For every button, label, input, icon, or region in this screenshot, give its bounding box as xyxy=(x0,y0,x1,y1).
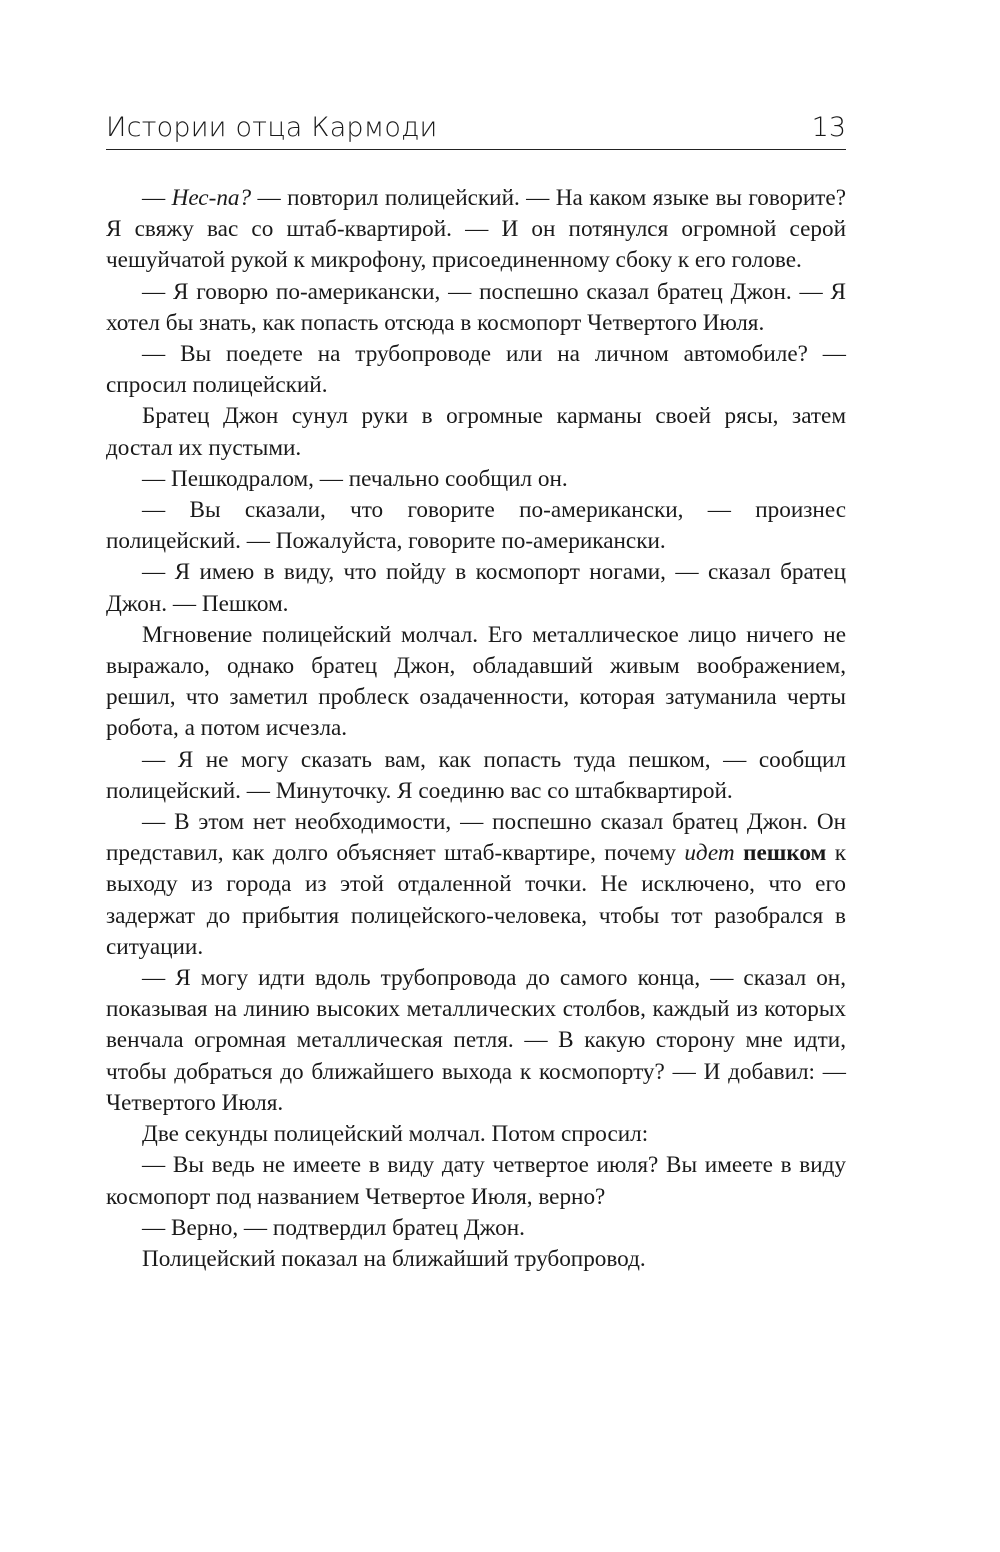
paragraph: — Вы ведь не имеете в виду дату четвертое июля? Вы имеете в виду космопорт под названием Четвертое Июля, верно? xyxy=(106,1152,846,1210)
running-title: Истории отца Кармоди xyxy=(106,112,438,143)
paragraph: Полицейский показал на ближайший трубопровод. xyxy=(142,1245,646,1272)
dash-lead: — xyxy=(142,185,172,211)
paragraph: Мгновение полицейский молчал. Его металлическое лицо ничего не выражало, однако братец Джон, обладавший живым воображением, решил, что заметил проблеск озадаченности, которая затуманила черты робота, а потом исчезла. xyxy=(106,621,846,742)
paragraph: — Пешкодралом, — печально сообщил он. xyxy=(142,465,568,492)
paragraph: — Вы поедете на трубопроводе или на личном автомобиле? — спросил полицейский. xyxy=(106,341,846,399)
paragraph: Братец Джон сунул руки в огромные карманы своей рясы, затем достал их пустыми. xyxy=(106,403,846,461)
paragraph: — Я имею в виду, что пойду в космопорт ногами, — сказал братец Джон. — Пешком. xyxy=(106,559,846,617)
paragraph-text: — повторил полицейский. — На каком языке вы говорите? Я свяжу вас со штаб-квартирой. — И он потянулся огромной серой чешуйчатой рукой к микрофону, присоединенному сбоку к его голове. xyxy=(106,185,846,274)
paragraph xyxy=(106,807,846,963)
italic-phrase: Нес-па? xyxy=(171,185,252,211)
body-text xyxy=(106,183,846,1275)
paragraph: — Вы сказали, что говорите по-американски, — произнес полицейский. — Пожалуйста, говорите по-американски. xyxy=(106,497,846,555)
paragraph-text: к выходу из города из этой отдаленной точки. Не исключено, что его задержат до прибытия полицейского-человека, чтобы тот разобрался в ситуации. xyxy=(106,840,847,960)
bold-word: пешком xyxy=(743,840,827,867)
paragraph xyxy=(106,183,846,277)
paragraph-text: — В этом нет необходимости, — поспешно сказал братец Джон. Он представил, как долго объясняет штаб-квартире, почему xyxy=(106,809,846,867)
paragraph: — Я могу идти вдоль трубопровода до самого конца, — сказал он, показывая на линию высоких металлических столбов, каждый из которых венчала огромная металлическая петля. — В какую сторону мне идти, чтобы добраться до ближайшего выхода к космопорту? — И добавил: — Четвертого Июля. xyxy=(106,965,846,1116)
paragraph: Две секунды полицейский молчал. Потом спросил: xyxy=(142,1121,649,1148)
paragraph: — Я не могу сказать вам, как попасть туда пешком, — сообщил полицейский. — Минуточку. Я соединю вас со штабквартирой. xyxy=(106,746,846,804)
italic-word: идет xyxy=(684,840,735,867)
space xyxy=(735,840,743,866)
page-number: 13 xyxy=(811,112,846,143)
running-head xyxy=(106,108,846,148)
paragraph: — Я говорю по-американски, — поспешно сказал братец Джон. — Я хотел бы знать, как попасть отсюда в космопорт Четвертого Июля. xyxy=(106,278,846,336)
paragraph: — Верно, — подтвердил братец Джон. xyxy=(142,1214,525,1241)
header-rule xyxy=(106,149,846,150)
